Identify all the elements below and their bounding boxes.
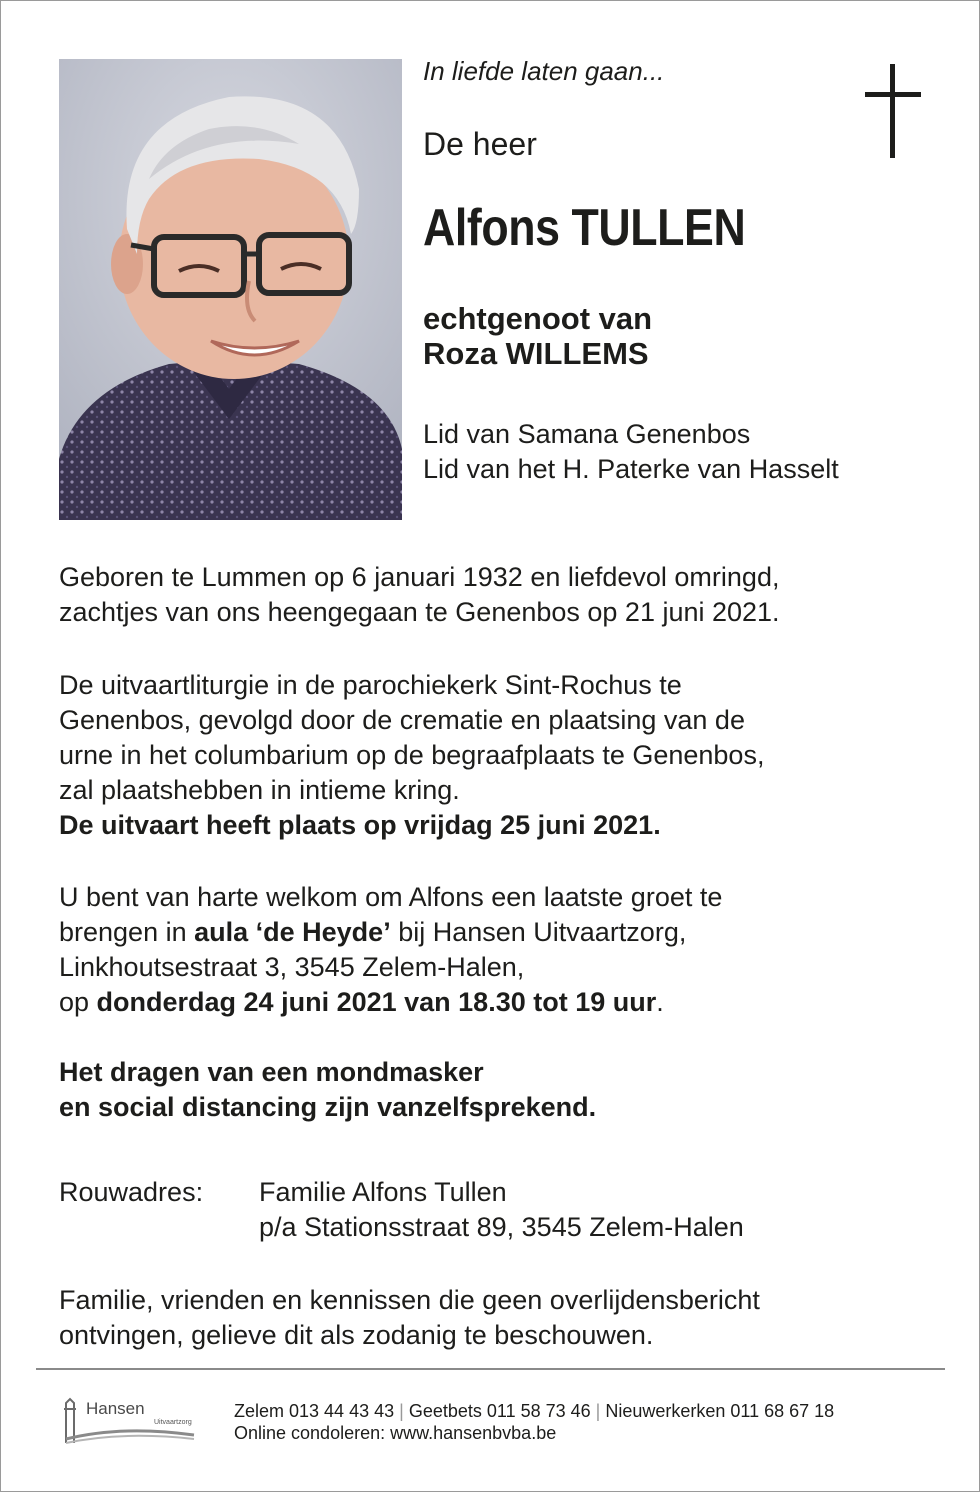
deceased-name: Alfons TULLEN (423, 199, 746, 257)
membership-line-2: Lid van het H. Paterke van Hasselt (423, 454, 839, 484)
phone-nieuwerkerken: Nieuwerkerken 011 68 67 18 (605, 1401, 835, 1421)
membership-line-1: Lid van Samana Genenbos (423, 419, 751, 449)
closing-notice (59, 1283, 939, 1353)
mask-notice (59, 1055, 939, 1125)
liturgy-line-4: zal plaatshebben in intieme kring. (59, 775, 460, 805)
visit-line-3: Linkhoutsestraat 3, 3545 Zelem-Halen, (59, 952, 525, 982)
visit-line-2 (59, 915, 939, 950)
liturgy-line-3: urne in het columbarium op de begraafplaats te Genenbos, (59, 740, 765, 770)
phone-zelem: Zelem 013 44 43 43 (234, 1401, 395, 1421)
visit-line-1: U bent van harte welkom om Alfons een laatste groet te (59, 882, 723, 912)
contact-phones (234, 1400, 834, 1422)
spouse-block (423, 301, 652, 371)
visit-venue: aula ‘de Heyde’ (194, 917, 391, 947)
birth-line-1: Geboren te Lummen op 6 januari 1932 en liefdevol omringd, (59, 562, 780, 592)
logo-subtitle: Uitvaartzorg (154, 1419, 192, 1426)
visit-datetime: donderdag 24 juni 2021 van 18.30 tot 19 uur (96, 987, 657, 1017)
liturgy-line-1: De uitvaartliturgie in de parochiekerk Sint-Rochus te (59, 670, 682, 700)
liturgy-line-2: Genenbos, gevolgd door de crematie en plaatsing van de (59, 705, 745, 735)
spouse-line-1: echtgenoot van (423, 301, 653, 336)
visit-line-4 (59, 985, 939, 1020)
birth-paragraph (59, 560, 939, 630)
mask-line-1: Het dragen van een mondmasker (59, 1057, 484, 1087)
visit-line-2-post: bij Hansen Uitvaartzorg, (390, 917, 687, 947)
visit-paragraph (59, 880, 939, 1020)
mourning-address-line-2: p/a Stationsstraat 89, 3545 Zelem-Halen (259, 1212, 744, 1242)
cross-icon (865, 64, 921, 158)
hansen-logo (62, 1395, 202, 1447)
mask-line-2: en social distancing zijn vanzelfsprekend. (59, 1092, 597, 1122)
mourning-address-label: Rouwadres: (59, 1177, 204, 1207)
phone-geetbets: Geetbets 011 58 73 46 (408, 1401, 591, 1421)
closing-line-1: Familie, vrienden en kennissen die geen overlijdensbericht (59, 1285, 760, 1315)
closing-line-2: ontvingen, gelieve dit als zodanig te beschouwen. (59, 1320, 654, 1350)
footer-divider (36, 1368, 945, 1370)
liturgy-paragraph (59, 668, 939, 843)
separator-1: | (399, 1401, 404, 1421)
footer-contact (234, 1400, 834, 1444)
mourning-address-line-1: Familie Alfons Tullen (259, 1177, 507, 1207)
visit-line-2-pre: brengen in (59, 917, 195, 947)
mourning-address-value (259, 1175, 744, 1245)
portrait-photo (59, 59, 402, 520)
honorific-title: De heer (423, 126, 537, 162)
visit-line-4-post: . (656, 987, 664, 1017)
funeral-date-line: De uitvaart heeft plaats op vrijdag 25 juni 2021. (59, 810, 661, 840)
spouse-line-2: Roza WILLEMS (423, 336, 649, 371)
header-block (423, 56, 903, 484)
membership-block (423, 417, 839, 487)
logo-name: Hansen (86, 1399, 145, 1418)
separator-2: | (595, 1401, 601, 1421)
intro-text: In liefde laten gaan... (423, 56, 665, 86)
birth-line-2: zachtjes van ons heengegaan te Genenbos op 21 juni 2021. (59, 597, 780, 627)
visit-line-4-pre: op (59, 987, 97, 1017)
online-condolence-link[interactable]: Online condoleren: www.hansenbvba.be (234, 1423, 557, 1443)
